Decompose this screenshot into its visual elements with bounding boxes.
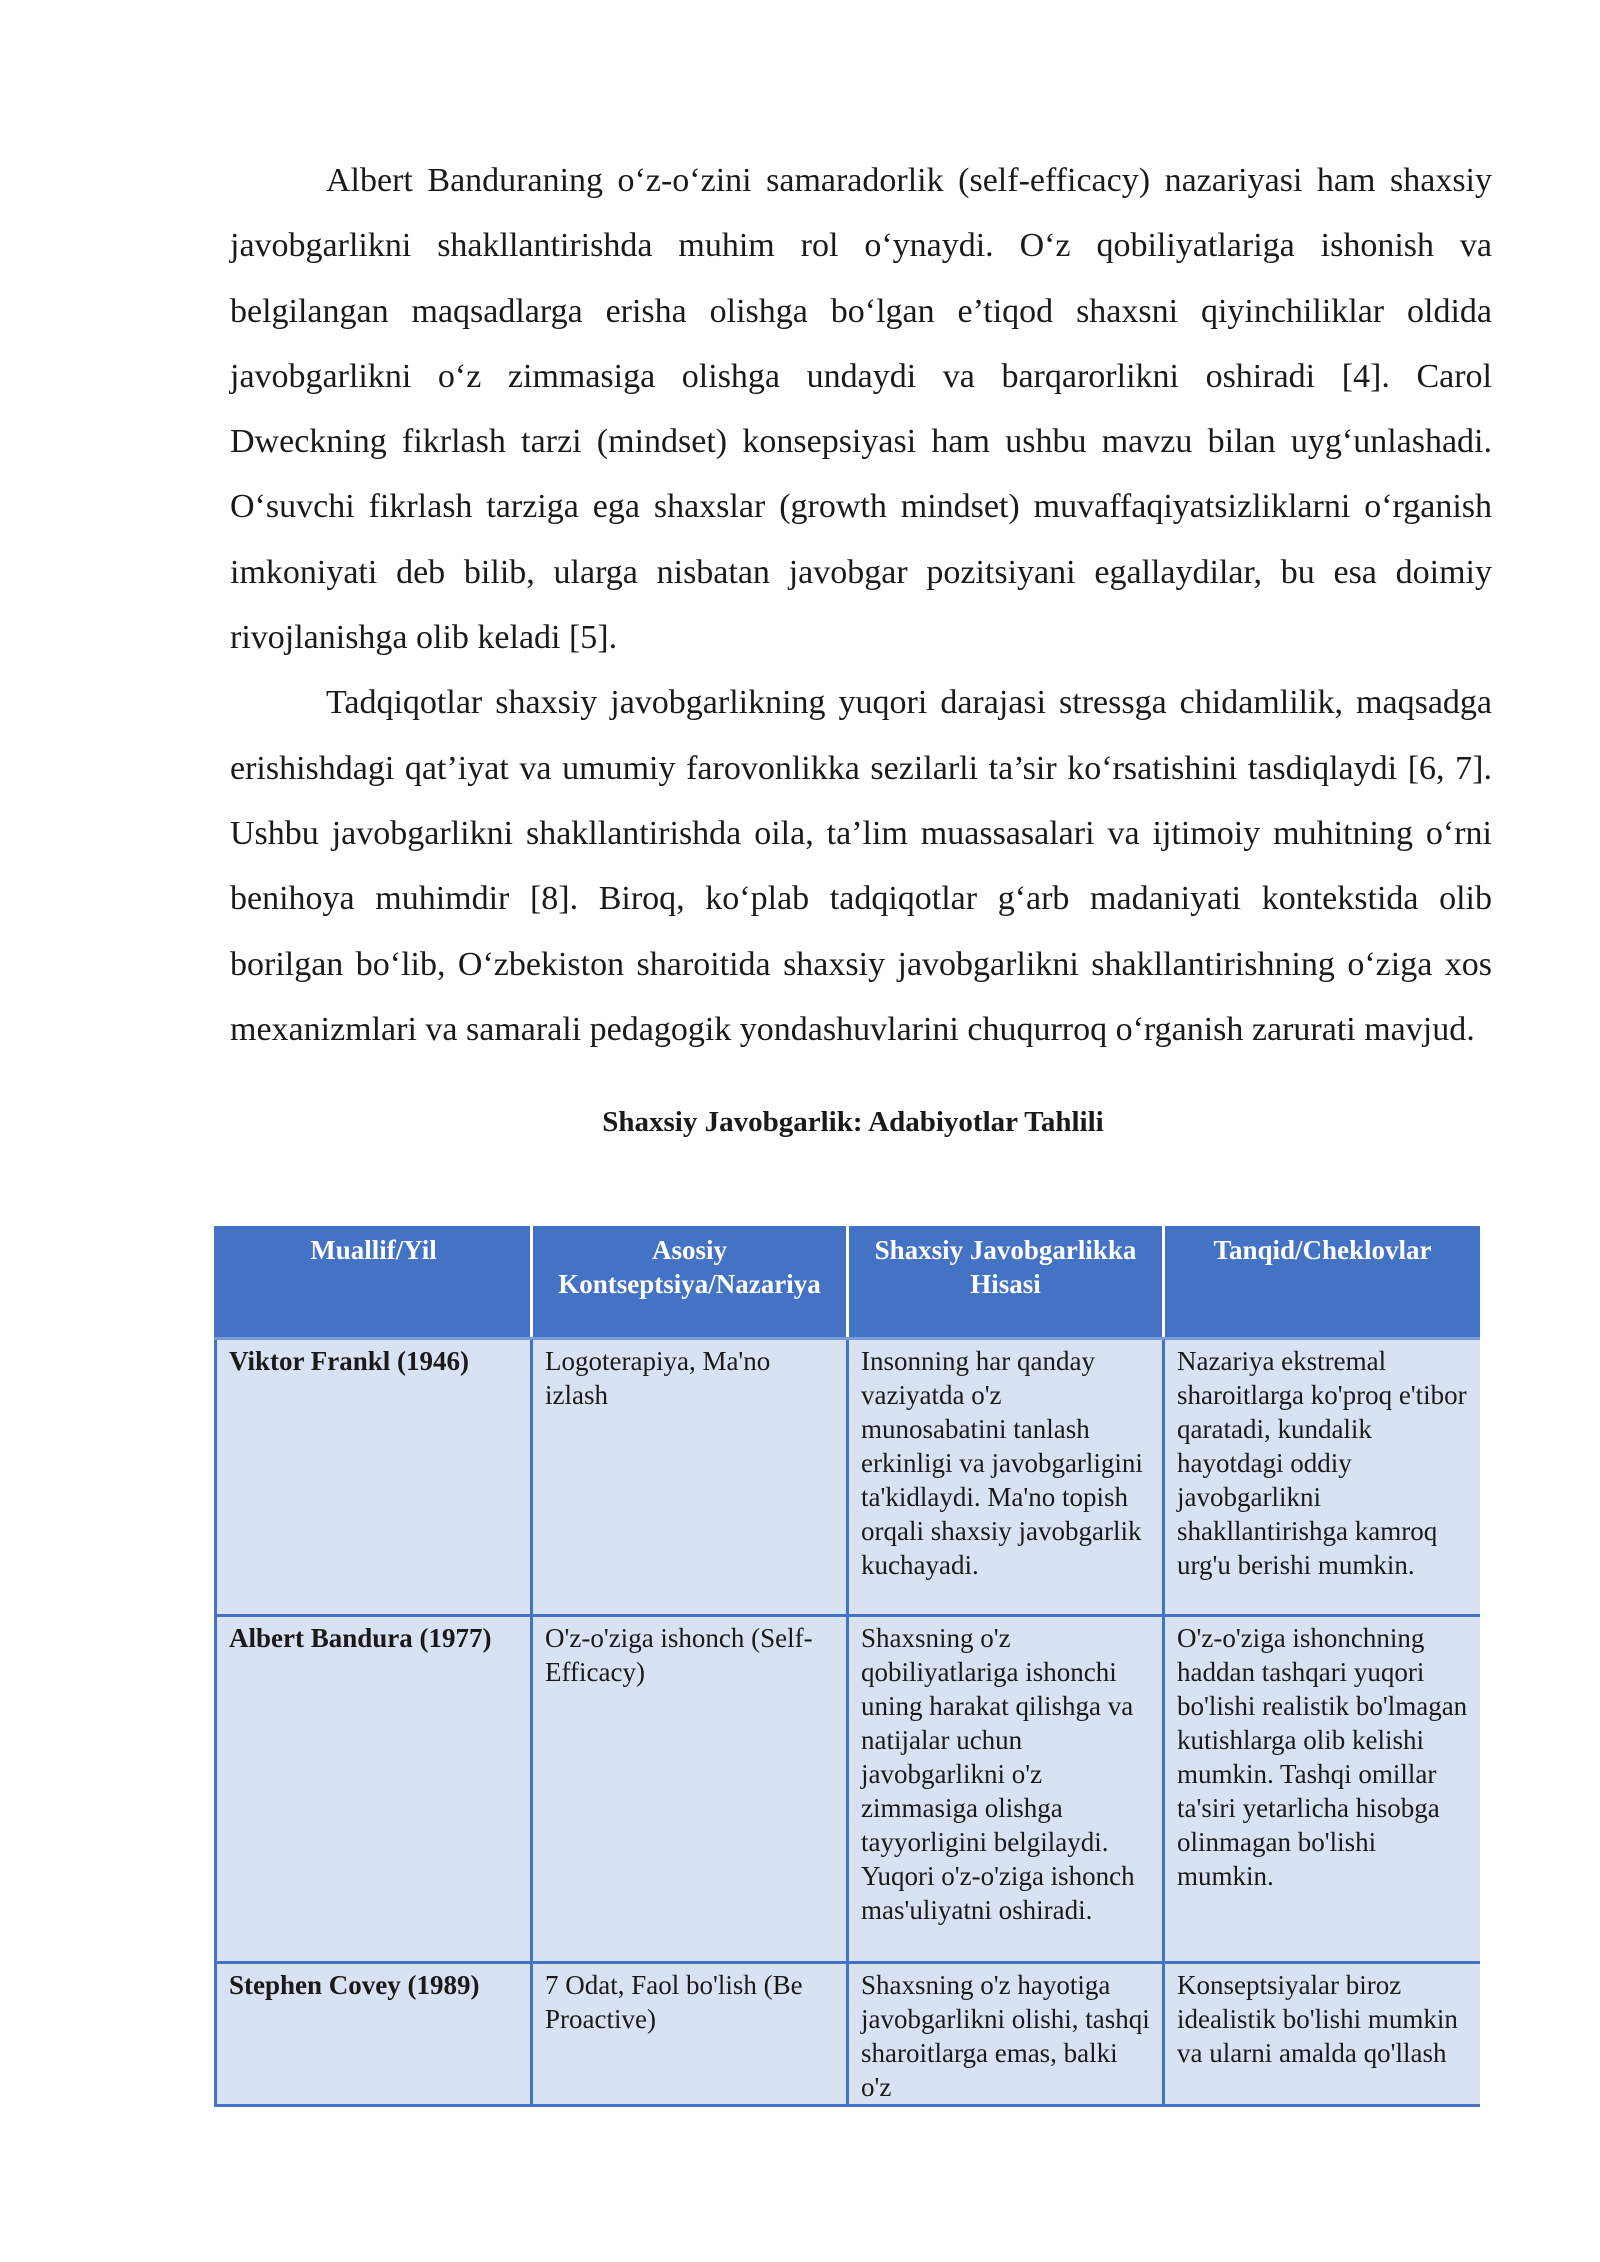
- cell-concept: Logoterapiya, Ma'no izlash: [532, 1339, 848, 1616]
- cell-contribution: Shaxsning o'z hayotiga javobgarlikni olishi, tashqi sharoitlarga emas, balki o'z: [848, 1963, 1164, 2108]
- table-row: [216, 1963, 1481, 2108]
- header-author-year: Muallif/Yil: [216, 1228, 532, 1339]
- literature-table: [214, 1226, 1480, 2107]
- cell-concept: O'z-o'ziga ishonch (Self-Efficacy): [532, 1616, 848, 1963]
- cell-critique: Nazariya ekstremal sharoitlarga ko'proq e'tibor qaratadi, kundalik hayotdagi oddiy javobgarlikni shakllantirishga kamroq urg'u berishi mumkin.: [1164, 1339, 1481, 1616]
- cell-critique: Konseptsiyalar biroz idealistik bo'lishi mumkin va ularni amalda qo'llash: [1164, 1963, 1481, 2108]
- header-critique: Tanqid/Cheklovlar: [1164, 1228, 1481, 1339]
- table-row: [216, 1616, 1481, 1963]
- cell-critique: O'z-o'ziga ishonchning haddan tashqari yuqori bo'lishi realistik bo'lmagan kutishlarga olib kelishi mumkin. Tashqi omillar ta'siri yetarlicha hisobga olinmagan bo'lishi mumkin.: [1164, 1616, 1481, 1963]
- cell-contribution: Shaxsning o'z qobiliyatlariga ishonchi uning harakat qilishga va natijalar uchun javobgarlikni o'z zimmasiga olishga tayyorligini belgilaydi. Yuqori o'z-o'ziga ishonch mas'uliyatni oshiradi.: [848, 1616, 1164, 1963]
- table-header-row: [216, 1228, 1481, 1339]
- cell-concept: 7 Odat, Faol bo'lish (Be Proactive): [532, 1963, 848, 2108]
- cell-contribution: Insonning har qanday vaziyatda o'z munosabatini tanlash erkinligi va javobgarligini ta'kidlaydi. Ma'no topish orqali shaxsiy javobgarlik kuchayadi.: [848, 1339, 1164, 1616]
- table-title: Shaxsiy Javobgarlik: Adabiyotlar Tahlili: [602, 1106, 1104, 1139]
- header-contribution: Shaxsiy Javobgarlikka Hisasi: [848, 1228, 1164, 1339]
- cell-author: Stephen Covey (1989): [216, 1963, 532, 2108]
- literature-table-container: [214, 1226, 1480, 2107]
- table-row: [216, 1339, 1481, 1616]
- cell-author: Albert Bandura (1977): [216, 1616, 532, 1963]
- document-page: [230, 148, 1492, 1159]
- header-concept: Asosiy Kontseptsiya/Nazariya: [532, 1228, 848, 1339]
- body-paragraph-2: Tadqiqotlar shaxsiy javobgarlikning yuqori darajasi stressga chidamlilik, maqsadga erishishdagi qat’iyat va umumiy farovonlikka sezilarli ta’sir ko‘rsatishini tasdiqlaydi [6, 7]. Ushbu javobgarlikni shakllantirishda oila, ta’lim muassasalari va ijtimoiy muhitning o‘rni benihoya muhimdir [8]. Biroq, ko‘plab tadqiqotlar g‘arb madaniyati kontekstida olib borilgan bo‘lib, O‘zbekiston sharoitida shaxsiy javobgarlikni shakllantirishning o‘ziga xos mexanizmlari va samarali pedagogik yondashuvlarini chuqurroq o‘rganish zarurati mavjud.: [230, 684, 1492, 1048]
- cell-author: Viktor Frankl (1946): [216, 1339, 532, 1616]
- body-paragraph-1: Albert Banduraning o‘z-o‘zini samaradorlik (self-efficacy) nazariyasi ham shaxsiy javobgarlikni shakllantirishda muhim rol o‘ynaydi. O‘z qobiliyatlariga ishonish va belgilangan maqsadlarga erisha olishga bo‘lgan e’tiqod shaxsni qiyinchiliklar oldida javobgarlikni o‘z zimmasiga olishga undaydi va barqarorlikni oshiradi [4]. Carol Dweckning fikrlash tarzi (mindset) konsepsiyasi ham ushbu mavzu bilan uyg‘unlashadi. O‘suvchi fikrlash tarziga ega shaxslar (growth mindset) muvaffaqiyatsizliklarni o‘rganish imkoniyati deb bilib, ularga nisbatan javobgar pozitsiyani egallaydilar, bu esa doimiy rivojlanishga olib keladi [5].: [230, 162, 1492, 657]
